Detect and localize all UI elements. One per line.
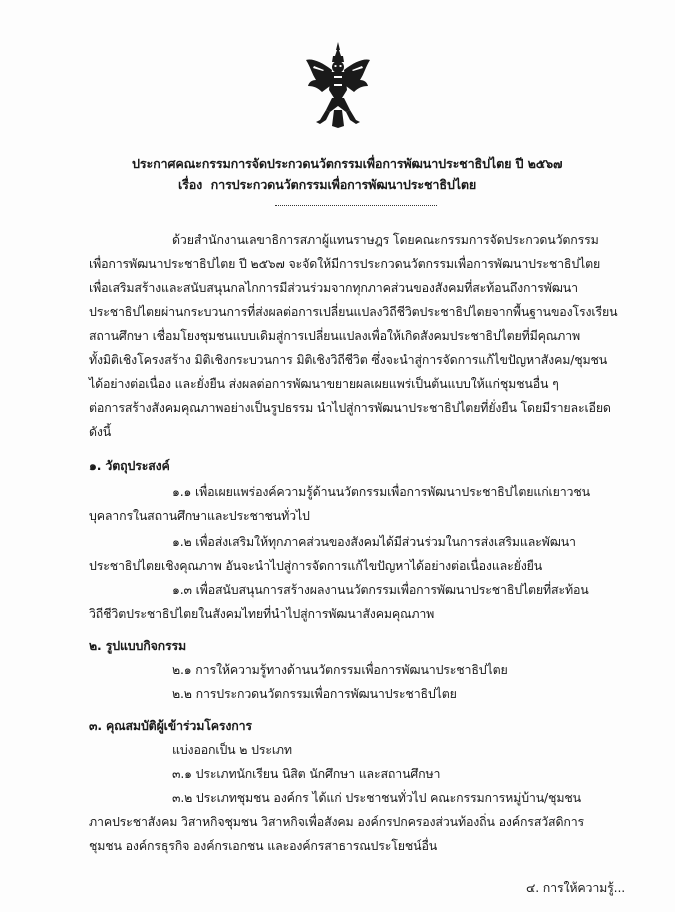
section-heading-activities: ๒. รูปแบบกิจกรรม xyxy=(89,638,187,653)
intro-line: ประชาธิปไตยผ่านกระบวนการที่ส่งผลต่อการเปลี่ยนแปลงวิถีชีวิตประชาธิปไตยจากพื้นฐานของโรงเรียน xyxy=(89,304,618,319)
section3-line: ๓.๑ ประเภทนักเรียน นิสิต นักศึกษา และสถานศึกษา xyxy=(172,766,441,781)
subject-line xyxy=(178,177,476,193)
intro-line: สถานศึกษา เชื่อมโยงชุมชนแบบเดิมสู่การเปลี่ยนแปลงเพื่อให้เกิดสังคมประชาธิปไตยที่มีคุณภาพ xyxy=(89,328,580,343)
section2-line: ๒.๑ การให้ความรู้ทางด้านนวัตกรรมเพื่อการพัฒนาประชาธิปไตย xyxy=(172,662,508,677)
garuda-emblem-icon xyxy=(304,40,372,130)
intro-line: ทั้งมิติเชิงโครงสร้าง มิติเชิงกระบวนการ มิติเชิงวิถีชีวิต ซึ่งจะนำสู่การจัดการแก้ไขปัญหาสังคม/ชุมชน xyxy=(89,352,608,367)
section1-line: ๑.๑ เพื่อเผยแพร่องค์ความรู้ด้านนวัตกรรมเพื่อการพัฒนาประชาธิปไตยแก่เยาวชน xyxy=(172,484,590,499)
intro-line: เพื่อการพัฒนาประชาธิปไตย ปี ๒๕๖๗ จะจัดให้มีการประกวดนวัตกรรมเพื่อการพัฒนาประชาธิปไตย xyxy=(89,256,601,271)
section1-line: ประชาธิปไตยเชิงคุณภาพ อันจะนำไปสู่การจัดการแก้ไขปัญหาได้อย่างต่อเนื่องและยั่งยืน xyxy=(89,558,543,573)
section1-line: บุคลากรในสถานศึกษาและประชาชนทั่วไป xyxy=(89,508,310,523)
section3-line: ๓.๒ ประเภทชุมชน องค์กร ได้แก่ ประชาชนทั่วไป คณะกรรมการหมู่บ้าน/ชุมชน xyxy=(172,790,581,805)
section3-line: แบ่งออกเป็น ๒ ประเภท xyxy=(172,742,292,757)
section-heading-qualifications: ๓. คุณสมบัติผู้เข้าร่วมโครงการ xyxy=(89,718,252,733)
section1-line: ๑.๒ เพื่อส่งเสริมให้ทุกภาคส่วนของสังคมได้มีส่วนร่วมในการส่งเสริมและพัฒนา xyxy=(172,534,576,549)
page-continuation: ๔. การให้ความรู้... xyxy=(526,880,626,895)
intro-line: เพื่อเสริมสร้างและสนับสนุนกลไกการมีส่วนร่วมจากทุกภาคส่วนของสังคมที่สะท้อนถึงการพัฒนา xyxy=(89,280,578,295)
section1-line: ๑.๓ เพื่อสนับสนุนการสร้างผลงานนวัตกรรมเพื่อการพัฒนาประชาธิปไตยที่สะท้อน xyxy=(172,582,589,597)
section1-line: วิถีชีวิตประชาธิปไตยในสังคมไทยที่นำไปสู่การพัฒนาสังคมคุณภาพ xyxy=(89,606,435,621)
section2-line: ๒.๒ การประกวดนวัตกรรมเพื่อการพัฒนาประชาธิปไตย xyxy=(172,686,457,701)
announcement-title: ประกาศคณะกรรมการจัดประกวดนวัตกรรมเพื่อการพัฒนาประชาธิปไตย ปี ๒๕๖๗ xyxy=(132,156,563,171)
intro-line: ดังนี้ xyxy=(89,424,112,439)
section-heading-objectives: ๑. วัตถุประสงค์ xyxy=(89,458,170,473)
subject-text: การประกวดนวัตกรรมเพื่อการพัฒนาประชาธิปไตย xyxy=(210,177,477,192)
intro-line: ด้วยสำนักงานเลขาธิการสภาผู้แทนราษฎร โดยคณะกรรมการจัดประกวดนวัตกรรม xyxy=(172,232,599,247)
intro-line: ได้อย่างต่อเนื่อง และยั่งยืน ส่งผลต่อการพัฒนาขยายผลเผยแพร่เป็นต้นแบบให้แก่ชุมชนอื่น ๆ xyxy=(89,376,559,391)
section3-line: ภาคประชาสังคม วิสาหกิจชุมชน วิสาหกิจเพื่อสังคม องค์กรปกครองส่วนท้องถิ่น องค์กรสวัสดิการ xyxy=(89,814,585,829)
section3-line: ชุมชน องค์กรธุรกิจ องค์กรเอกชน และองค์กรสาธารณประโยชน์อื่น xyxy=(89,838,438,853)
intro-line: ต่อการสร้างสังคมคุณภาพอย่างเป็นรูปธรรม นำไปสู่การพัฒนาประชาธิปไตยที่ยั่งยืน โดยมีรายละเอียด xyxy=(89,400,611,415)
separator-dots xyxy=(275,205,437,206)
subject-label: เรื่อง xyxy=(178,177,203,192)
